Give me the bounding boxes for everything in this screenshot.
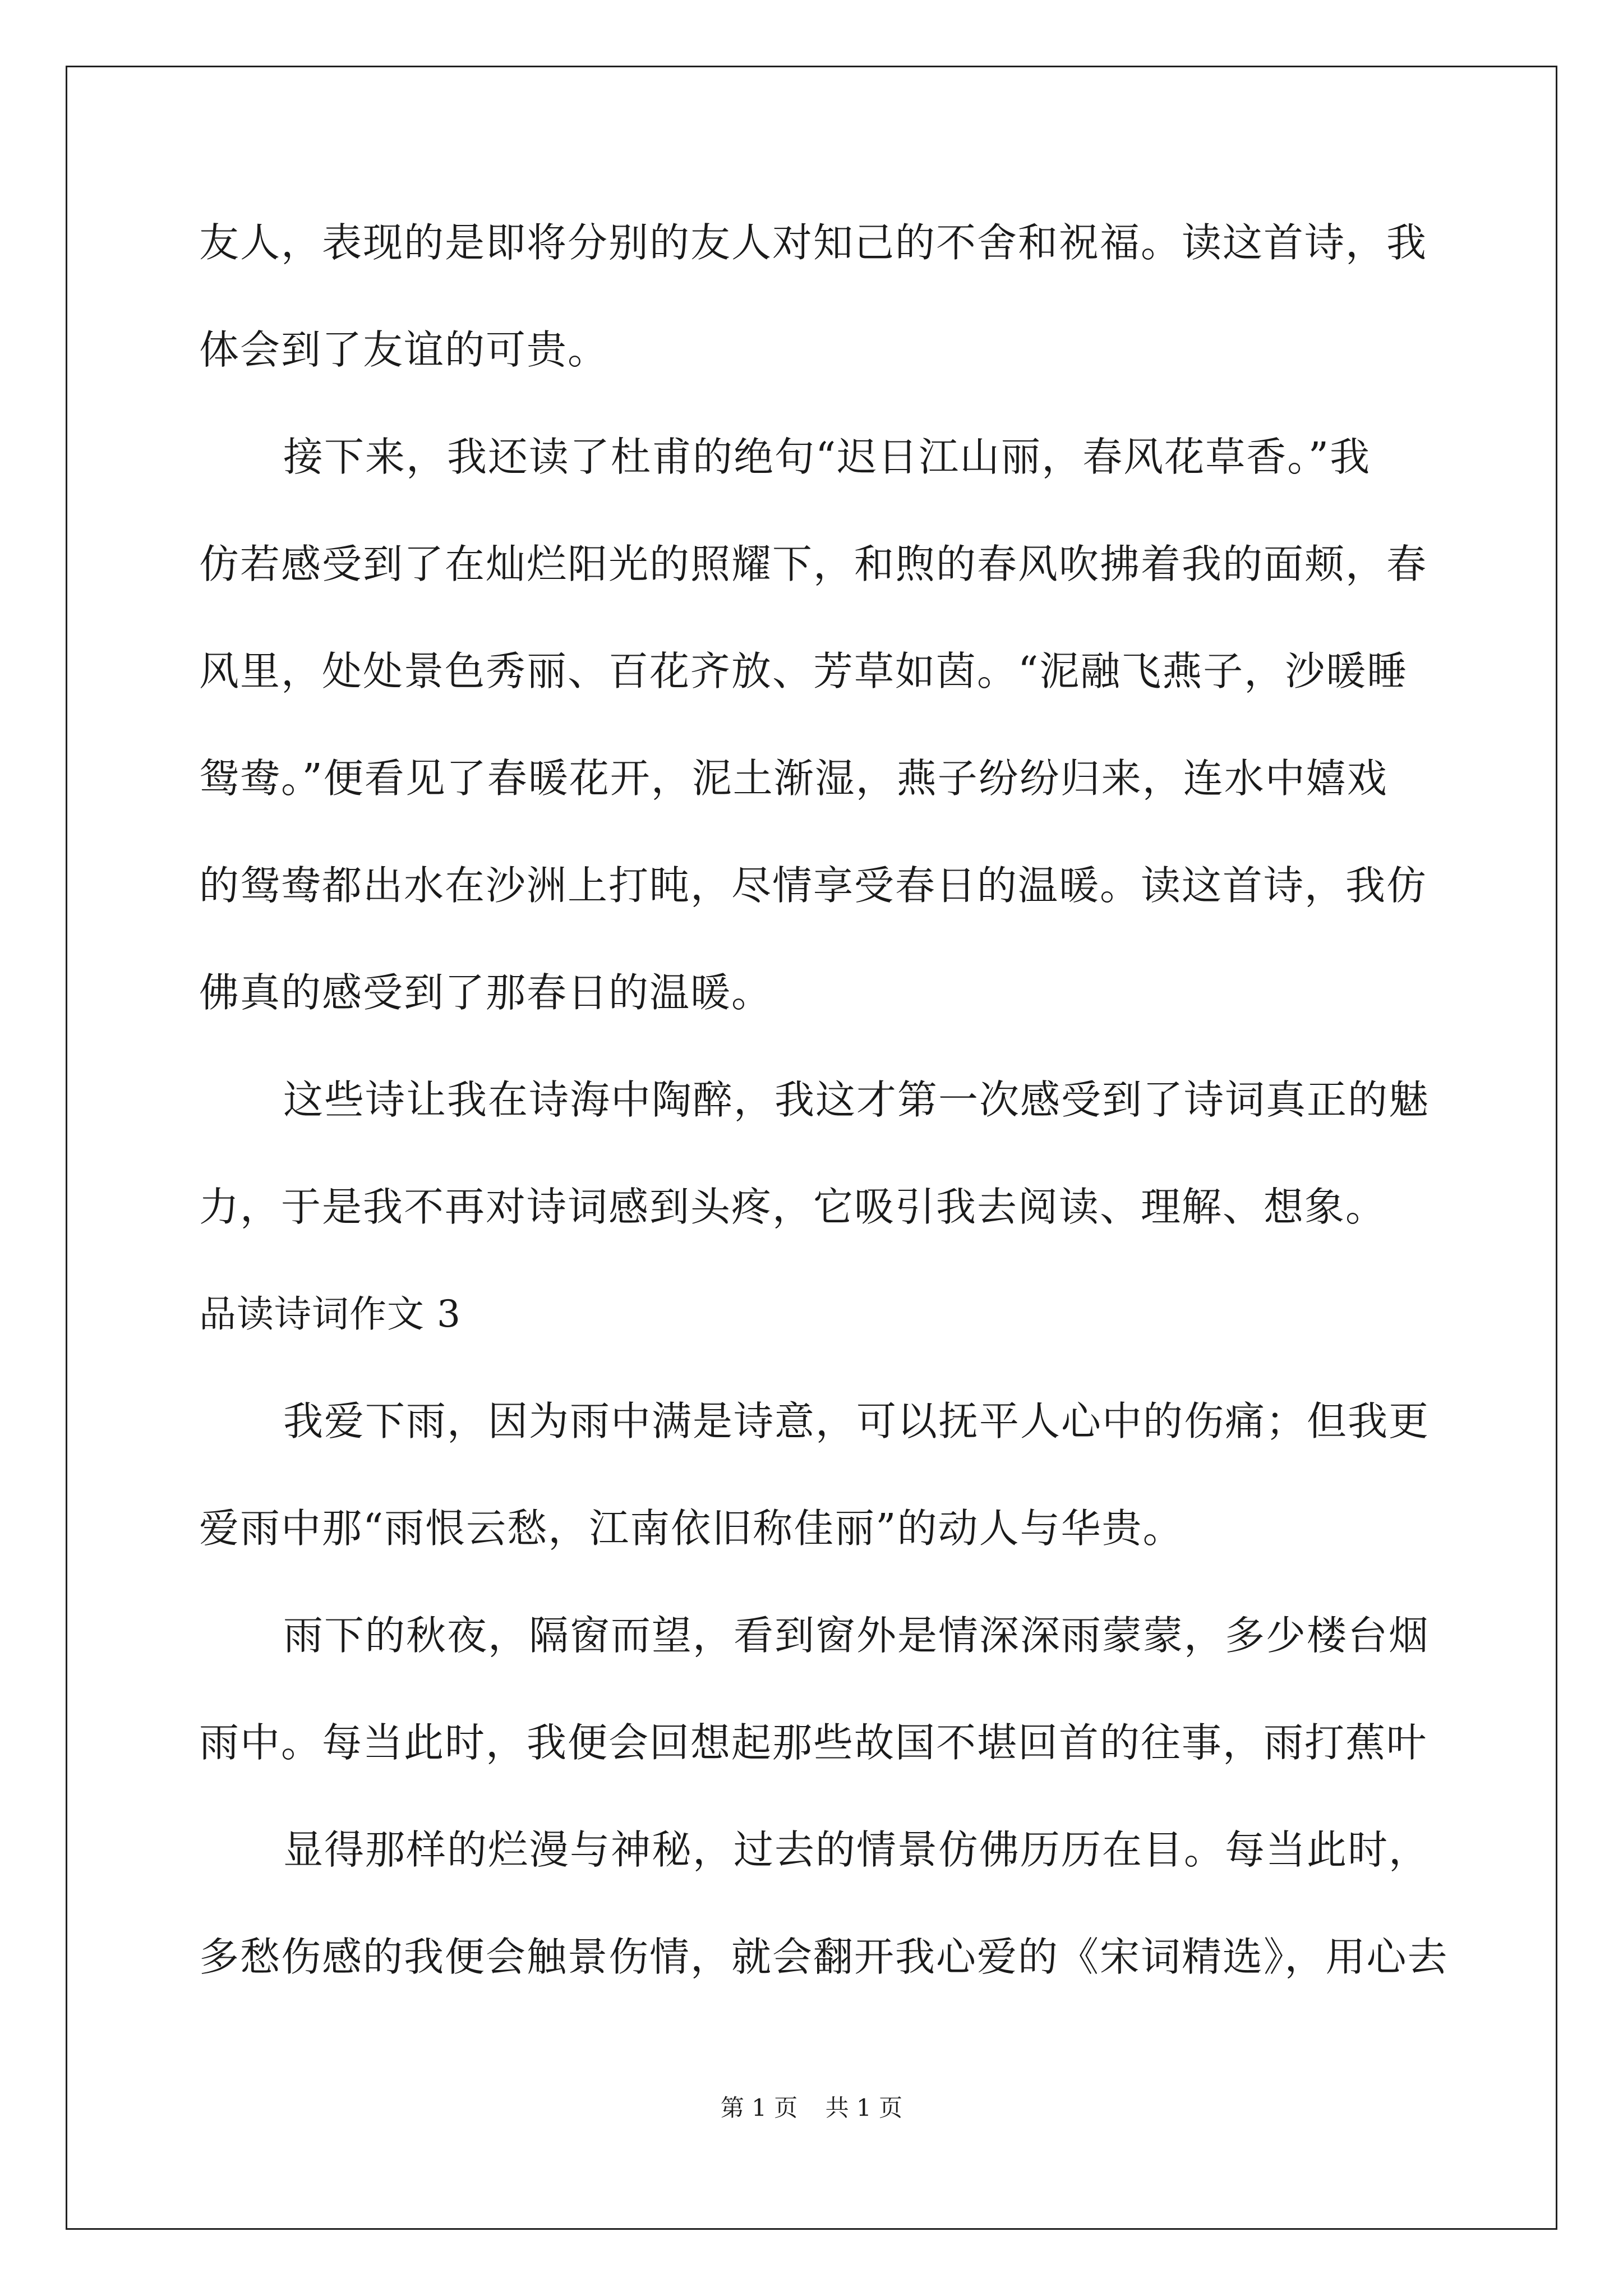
text-line: 多愁伤感的我便会触景伤情，就会翻开我心爱的《宋词精选》，用心去	[199, 1934, 1449, 1980]
page-number: 第 1 页	[720, 2094, 798, 2122]
section-heading: 品读诗词作文 3	[199, 1292, 461, 1336]
text-line: 力，于是我不再对诗词感到头疼，它吸引我去阅读、理解、想象。	[199, 1184, 1387, 1230]
text-line: 我爱下雨，因为雨中满是诗意，可以抚平人心中的伤痛；但我更	[283, 1398, 1430, 1444]
text-line: 雨下的秋夜，隔窗而望，看到窗外是情深深雨蒙蒙，多少楼台烟	[283, 1612, 1430, 1659]
text-line: 接下来，我还读了杜甫的绝句“迟日江山丽，春风花草香。”我	[283, 434, 1371, 480]
page-total: 共 1 页	[825, 2094, 903, 2122]
text-line: 雨中。每当此时，我便会回想起那些故国不堪回首的往事，雨打蕉叶	[199, 1719, 1428, 1766]
document-body	[199, 216, 1449, 2037]
text-line: 友人，表现的是即将分别的友人对知己的不舍和祝福。读这首诗，我	[199, 219, 1428, 266]
text-line: 的鸳鸯都出水在沙洲上打盹，尽情享受春日的温暖。读这首诗，我仿	[199, 862, 1428, 909]
text-line: 显得那样的烂漫与神秘，过去的情景仿佛历历在目。每当此时，	[283, 1826, 1430, 1873]
text-line: 仿若感受到了在灿烂阳光的照耀下，和煦的春风吹拂着我的面颊，春	[199, 541, 1428, 587]
text-line: 鸳鸯。”便看见了春暖花开，泥土渐湿，燕子纷纷归来，连水中嬉戏	[199, 755, 1388, 802]
text-line: 佛真的感受到了那春日的温暖。	[199, 969, 773, 1016]
text-line: 爱雨中那“雨恨云愁，江南依旧称佳丽”的动人与华贵。	[199, 1505, 1184, 1552]
text-line: 体会到了友谊的可贵。	[199, 326, 609, 373]
page-footer	[0, 2091, 1623, 2125]
text-line: 这些诗让我在诗海中陶醉，我这才第一次感受到了诗词真正的魅	[283, 1076, 1430, 1123]
text-line: 风里，处处景色秀丽、百花齐放、芳草如茵。“泥融飞燕子，沙暖睡	[199, 648, 1408, 694]
